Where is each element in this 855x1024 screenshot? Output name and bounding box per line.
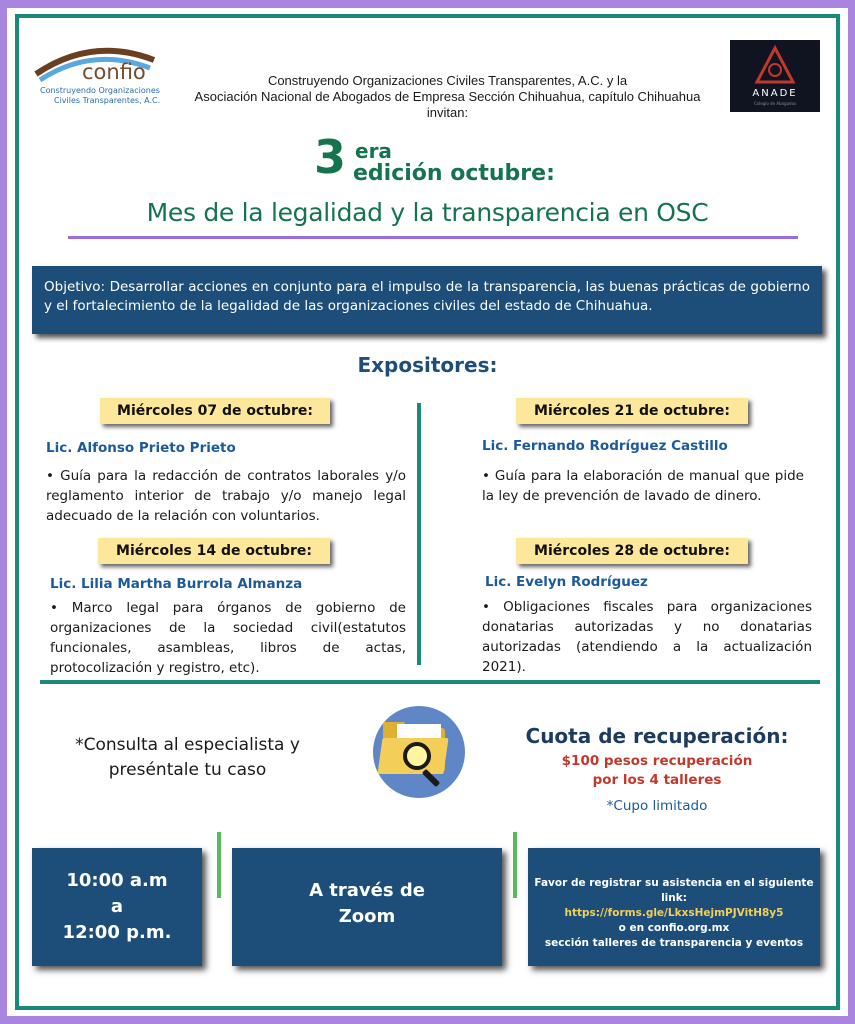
confio-subtitle-2: Civiles Transparentes, A.C. <box>54 96 161 105</box>
platform-line-2: Zoom <box>338 906 396 927</box>
intro-line-1: Construyendo Organizaciones Civiles Transparentes, A.C. y la <box>267 73 628 88</box>
objective-box: Objetivo: Desarrollar acciones en conjunto para el impulso de la transparencia, las buenas prácticas de gobierno y el fortalecimiento de la legalidad de las organizaciones civiles del estado de Chihuahua. <box>32 266 822 334</box>
schedule-connector: a <box>110 896 124 917</box>
anade-emblem-icon <box>730 42 820 88</box>
registration-line-4: sección talleres de transparencia y eventos <box>544 937 804 949</box>
anade-wordmark: ANADE <box>752 88 798 99</box>
registration-box <box>528 848 820 966</box>
fee-price-line-2: por los 4 talleres <box>592 772 722 788</box>
session-topic-14: • Marco legal para órganos de gobierno de organizaciones de la sociedad civil(estatutos funcionales, asambleas, libros de actas, protocolización y registro, etc). <box>50 600 406 676</box>
speaker-name-07: Lic. Alfonso Prieto Prieto <box>46 440 236 456</box>
title-divider <box>68 236 798 239</box>
speaker-name-21: Lic. Fernando Rodríguez Castillo <box>482 438 728 454</box>
confio-logo <box>32 40 162 110</box>
session-topic-07: • Guía para la redacción de contratos laborales y/o reglamento interior de trabajo y/o manejo legal adecuado de la relación con voluntarios. <box>46 468 406 524</box>
date-tag-21: Miércoles 21 de octubre: <box>516 398 748 424</box>
anade-tagline: Colegio de Abogados <box>753 101 797 106</box>
registration-link[interactable]: https://forms.gle/LkxsHejmPJVitH8y5 <box>564 907 784 919</box>
intro-line-3: invitan: <box>426 105 469 120</box>
confio-wordmark: confio <box>82 60 146 84</box>
session-topic-28: • Obligaciones fiscales para organizaciones donatarias autorizadas y no donatarias autorizadas (atendiendo a la actualización 2021). <box>482 599 812 675</box>
speaker-name-28: Lic. Evelyn Rodríguez <box>485 574 648 590</box>
column-divider <box>417 403 421 665</box>
consult-line-2: preséntale tu caso <box>108 760 267 780</box>
separator-line-1 <box>217 832 221 898</box>
intro-line-2: Asociación Nacional de Abogados de Empresa Sección Chihuahua, capítulo Chihuahua <box>194 89 701 104</box>
edition-text: edición octubre: <box>353 161 555 186</box>
section-divider <box>40 680 820 684</box>
registration-line-3: o en confio.org.mx <box>618 922 730 934</box>
separator-line-2 <box>513 832 517 898</box>
edition-number: 3 <box>314 130 347 184</box>
speakers-heading: Expositores: <box>357 353 498 377</box>
date-tag-07: Miércoles 07 de octubre: <box>100 398 330 424</box>
consult-text <box>40 733 335 783</box>
edition-superscript: era <box>355 139 392 163</box>
intro-text <box>170 73 725 121</box>
date-tag-28: Miércoles 28 de octubre: <box>516 538 748 564</box>
platform-line-1: A través de <box>309 880 425 901</box>
limited-seats: *Cupo limitado <box>606 798 708 814</box>
fee-title: Cuota de recuperación: <box>525 724 789 748</box>
date-tag-14: Miércoles 14 de octubre: <box>98 538 330 564</box>
session-topic-21: • Guía para la elaboración de manual que pide la ley de prevención de lavado de dinero. <box>482 468 804 504</box>
schedule-box <box>32 848 202 966</box>
speaker-name-14: Lic. Lilia Martha Burrola Almanza <box>50 576 303 592</box>
fee-price <box>512 752 802 790</box>
consult-line-1: *Consulta al especialista y <box>75 735 300 755</box>
main-title: Mes de la legalidad y la transparencia en OSC <box>146 198 709 227</box>
anade-logo <box>730 40 820 112</box>
registration-line-1: Favor de registrar su asistencia en el siguiente link: <box>534 877 814 904</box>
schedule-start: 10:00 a.m <box>66 870 168 891</box>
platform-box <box>232 848 502 966</box>
fee-price-line-1: $100 pesos recuperación <box>561 753 753 769</box>
schedule-end: 12:00 p.m. <box>62 922 172 943</box>
confio-subtitle-1: Construyendo Organizaciones <box>40 86 160 95</box>
